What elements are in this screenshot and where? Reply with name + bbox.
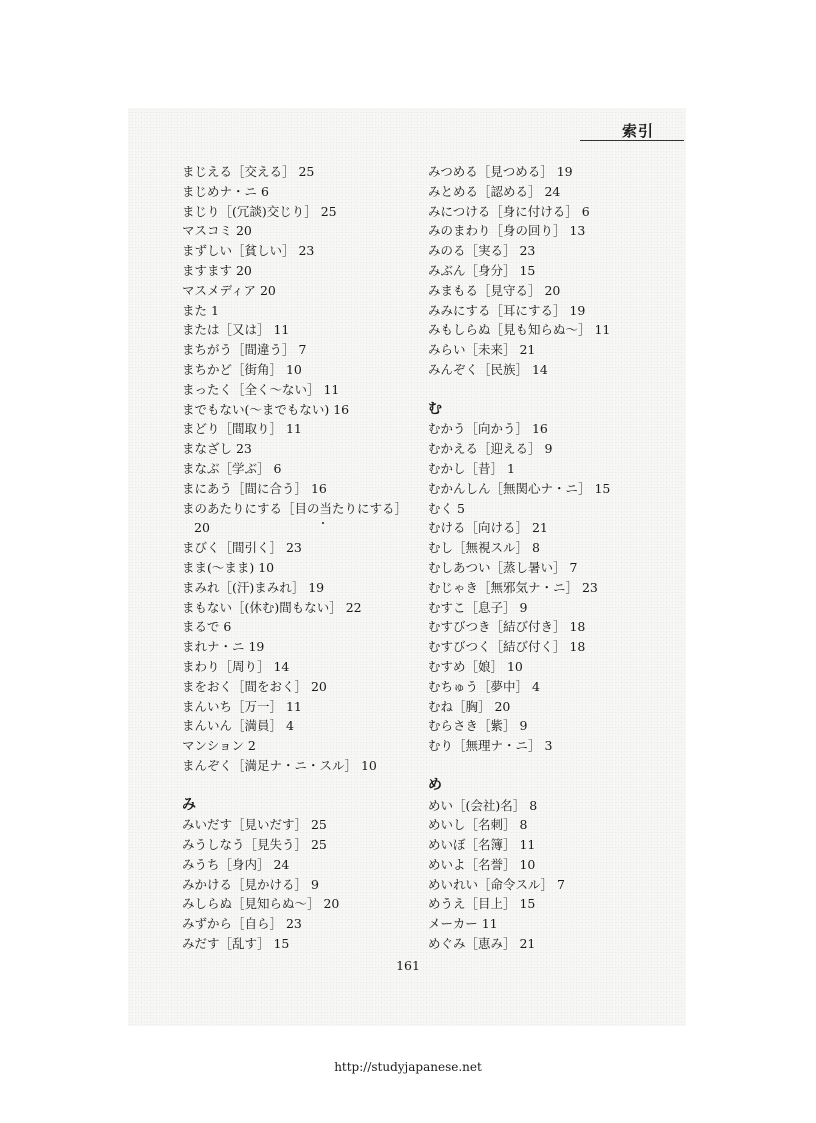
- index-entry: まったく［全く～ない］ 11: [182, 381, 340, 397]
- index-entry: まにあう［間に合う］ 16: [182, 480, 327, 496]
- index-entry: みみにする［耳にする］ 19: [428, 302, 586, 318]
- index-entry: むかんしん［無関心ナ・ニ］ 15: [428, 480, 611, 496]
- index-entry: みんぞく［民族］ 14: [428, 361, 548, 377]
- index-entry: みのまわり［身の回り］ 13: [428, 223, 586, 239]
- index-entry: むじゃき［無邪気ナ・ニ］ 23: [428, 579, 598, 595]
- index-entry: メーカー 11: [428, 916, 498, 932]
- index-entry-continuation: 20: [194, 520, 210, 536]
- index-entry: みにつける［身に付ける］ 6: [428, 203, 590, 219]
- index-entry: また 1: [182, 302, 219, 318]
- index-entry: マスコミ 20: [182, 223, 252, 239]
- index-entry: まるで 6: [182, 619, 232, 635]
- index-entry: みとめる［認める］ 24: [428, 183, 561, 199]
- index-entry: むし［無視スル］ 8: [428, 540, 540, 556]
- index-entry: みらい［未来］ 21: [428, 342, 536, 358]
- section-gap: [428, 380, 673, 400]
- index-entry: みずから［自ら］ 23: [182, 916, 302, 932]
- index-entry: マンション 2: [182, 738, 256, 754]
- index-entry: みのる［実る］ 23: [428, 243, 536, 259]
- section-gap: [182, 776, 427, 796]
- index-entry: みしらぬ［見知らぬ～］ 20: [182, 896, 340, 912]
- index-entry: まびく［間引く］ 23: [182, 540, 302, 556]
- index-entry: むかう［向かう］ 16: [428, 421, 548, 437]
- index-entry: みまもる［見守る］ 20: [428, 282, 561, 298]
- index-entry: みうしなう［見失う］ 25: [182, 837, 327, 853]
- index-entry: または［又は］ 11: [182, 322, 290, 338]
- page-number: 161: [396, 958, 420, 973]
- index-entry: むすめ［娘］ 10: [428, 658, 523, 674]
- index-entry: めいぼ［名簿］ 11: [428, 837, 536, 853]
- index-entry: むく 5: [428, 500, 465, 516]
- index-entry: まんいち［万一］ 11: [182, 698, 302, 714]
- index-entry: むちゅう［夢中］ 4: [428, 678, 540, 694]
- index-entry: まずしい［貧しい］ 23: [182, 243, 315, 259]
- index-entry: まんぞく［満足ナ・ニ・スル］ 10: [182, 757, 377, 773]
- index-entry: まもない［(休む)間もない］ 22: [182, 599, 362, 615]
- index-entry: めいれい［命令スル］ 7: [428, 876, 565, 892]
- index-entry: まれナ・ニ 19: [182, 639, 265, 655]
- index-entry: まじえる［交える］ 25: [182, 164, 315, 179]
- index-entry: みつめる［見つめる］ 19: [428, 164, 573, 179]
- section-heading: む: [428, 400, 442, 417]
- index-column-left: [182, 162, 427, 954]
- index-entry: むすびつき［結び付き］ 18: [428, 619, 586, 635]
- index-entry: めいし［名刺］ 8: [428, 817, 528, 833]
- section-heading: め: [428, 776, 442, 793]
- index-entry: みうち［身内］ 24: [182, 856, 290, 872]
- index-entry: まどり［間取り］ 11: [182, 421, 302, 437]
- index-header-title: 索引: [622, 122, 655, 140]
- index-entry: まをおく［間をおく］ 20: [182, 678, 327, 694]
- index-entry: みいだす［見いだす］ 25: [182, 817, 327, 833]
- index-entry: むね［胸］ 20: [428, 698, 511, 714]
- section-heading: み: [182, 796, 196, 813]
- index-entry: めい［(会社)名］ 8: [428, 797, 538, 813]
- index-entry: めうえ［目上］ 15: [428, 896, 536, 912]
- index-entry: まわり［周り］ 14: [182, 658, 290, 674]
- index-entry: まちがう［間違う］ 7: [182, 342, 307, 358]
- index-entry: むかえる［迎える］ 9: [428, 441, 553, 457]
- index-entry: めぐみ［恵み］ 21: [428, 936, 536, 952]
- index-entry: むしあつい［蒸し暑い］ 7: [428, 559, 578, 575]
- index-entry: むすびつく［結び付く］ 18: [428, 639, 586, 655]
- footer-url[interactable]: http://studyjapanese.net: [334, 1060, 482, 1074]
- index-entry: まちかど［街角］ 10: [182, 361, 302, 377]
- index-entry: まなぶ［学ぶ］ 6: [182, 460, 282, 476]
- index-entry: まのあたりにする［目の当たりにする］: [182, 500, 408, 516]
- index-entry: まじめナ・ニ 6: [182, 183, 269, 199]
- stray-mark: [322, 522, 324, 524]
- index-entry: まま(～まま) 10: [182, 559, 275, 575]
- index-column-right: [428, 162, 673, 954]
- header-rule: [580, 140, 684, 141]
- index-entry: まんいん［満員］ 4: [182, 718, 294, 734]
- index-entry: ますます 20: [182, 262, 252, 278]
- index-entry: まじり［(冗談)交じり］ 25: [182, 203, 337, 219]
- index-entry: めいよ［名誉］ 10: [428, 856, 536, 872]
- index-entry: むらさき［紫］ 9: [428, 718, 528, 734]
- index-entry: まなざし 23: [182, 441, 252, 457]
- index-entry: みぶん［身分］ 15: [428, 262, 536, 278]
- index-entry: むける［向ける］ 21: [428, 520, 548, 536]
- index-entry: みだす［乱す］ 15: [182, 936, 290, 952]
- index-entry: むり［無理ナ・ニ］ 3: [428, 738, 553, 754]
- index-entry: むかし［昔］ 1: [428, 460, 515, 476]
- index-entry: みかける［見かける］ 9: [182, 876, 319, 892]
- index-entry: までもない(～までもない) 16: [182, 401, 350, 417]
- index-entry: むすこ［息子］ 9: [428, 599, 528, 615]
- index-entry: マスメディア 20: [182, 282, 276, 298]
- section-gap: [428, 756, 673, 776]
- index-entry: まみれ［(汗)まみれ］ 19: [182, 579, 325, 595]
- index-entry: みもしらぬ［見も知らぬ～］ 11: [428, 322, 611, 338]
